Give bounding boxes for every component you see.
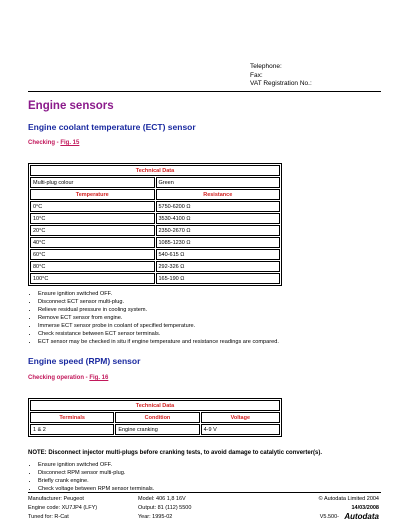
list-item: • Disconnect ECT sensor multi-plug. [38, 298, 279, 306]
multiplug-label: Multi-plug colour [30, 177, 155, 188]
temperature-cell: 0°C [30, 201, 155, 212]
autodata-logo: Autodata [344, 512, 379, 521]
list-item: • Check resistance between ECT sensor terminals. [38, 330, 279, 338]
resistance-cell: 2350-2670 Ω [156, 225, 281, 236]
list-item: • Check voltage between RPM sensor terminals. [38, 485, 154, 493]
voltage-cell: 4-9 V [201, 424, 280, 435]
year: Year: 1995-02 [138, 514, 173, 520]
rpm-heading: Engine speed (RPM) sensor [28, 356, 141, 366]
ect-technical-data-table [28, 163, 282, 286]
col-temperature: Temperature [30, 189, 155, 200]
condition-cell: Engine cranking [115, 424, 199, 435]
list-item: • Relieve residual pressure in cooling system. [38, 306, 279, 314]
table-row [30, 225, 280, 236]
ect-heading: Engine coolant temperature (ECT) sensor [28, 122, 196, 132]
temperature-cell: 60°C [30, 249, 155, 260]
copyright: © Autodata Limited 2004 [318, 496, 379, 502]
ect-table-caption: Technical Data [30, 165, 280, 176]
list-item: • ECT sensor may be checked in situ if engine temperature and resistance readings are compared. [38, 338, 279, 346]
col-voltage: Voltage [201, 412, 280, 423]
fax-label: Fax: [250, 71, 263, 79]
date: 14/03/2008 [351, 505, 379, 511]
temperature-cell: 10°C [30, 213, 155, 224]
resistance-cell: 3530-4100 Ω [156, 213, 281, 224]
resistance-cell: 540-615 Ω [156, 249, 281, 260]
rpm-technical-data-table [28, 398, 282, 437]
list-item: • Disconnect RPM sensor multi-plug. [38, 469, 154, 477]
temperature-cell: 80°C [30, 261, 155, 272]
col-condition: Condition [115, 412, 199, 423]
tuned-for: Tuned for: R-Cat [28, 514, 69, 520]
col-resistance: Resistance [156, 189, 281, 200]
col-terminals: Terminals [30, 412, 114, 423]
resistance-cell: 1085-1230 Ω [156, 237, 281, 248]
table-row [30, 424, 280, 435]
page-footer [28, 492, 381, 519]
table-row [30, 201, 280, 212]
header-divider [28, 91, 381, 92]
vat-label: VAT Registration No.: [250, 80, 312, 87]
table-row [30, 273, 280, 284]
list-item: • Remove ECT sensor from engine. [38, 314, 279, 322]
temperature-cell: 40°C [30, 237, 155, 248]
engine-code: Engine code: XU7JP4 (LFY) [28, 505, 98, 511]
resistance-cell: 5750-6200 Ω [156, 201, 281, 212]
page-title: Engine sensors [28, 100, 114, 112]
resistance-cell: 292-326 Ω [156, 261, 281, 272]
output: Output: 81 (112) 5500 [138, 505, 192, 511]
contact-block [250, 63, 312, 89]
temperature-cell: 20°C [30, 225, 155, 236]
table-row [30, 237, 280, 248]
rpm-checking-label: Checking operation - [28, 375, 90, 381]
rpm-steps-list [28, 461, 154, 493]
resistance-cell: 165-190 Ω [156, 273, 281, 284]
rpm-checking [28, 375, 108, 381]
manufacturer: Manufacturer: Peugeot [28, 496, 84, 502]
multiplug-value: Green [156, 177, 281, 188]
list-item: • Ensure ignition switched OFF. [38, 461, 154, 469]
table-row [30, 249, 280, 260]
ect-checking-label: Checking - [28, 140, 61, 146]
ect-checking [28, 140, 79, 146]
rpm-fig-link[interactable]: Fig. 16 [89, 375, 109, 381]
temperature-cell: 100°C [30, 273, 155, 284]
rpm-note: NOTE: Disconnect injector multi-plugs before cranking tests, to avoid damage to catalytic converter(s). [28, 450, 323, 456]
model: Model: 406 1,8 16V [138, 496, 186, 502]
telephone-label: Telephone: [250, 63, 282, 70]
list-item: • Briefly crank engine. [38, 477, 154, 485]
version: V5.500- [319, 514, 339, 520]
table-row [30, 261, 280, 272]
ect-fig-link[interactable]: Fig. 15 [60, 140, 80, 146]
list-item: • Immerse ECT sensor probe in coolant of specified temperature. [38, 322, 279, 330]
rpm-table-caption: Technical Data [30, 400, 280, 411]
list-item: • Ensure ignition switched OFF. [38, 290, 279, 298]
terminals-cell: 1 & 2 [30, 424, 114, 435]
ect-steps-list [28, 290, 279, 346]
table-row [30, 213, 280, 224]
